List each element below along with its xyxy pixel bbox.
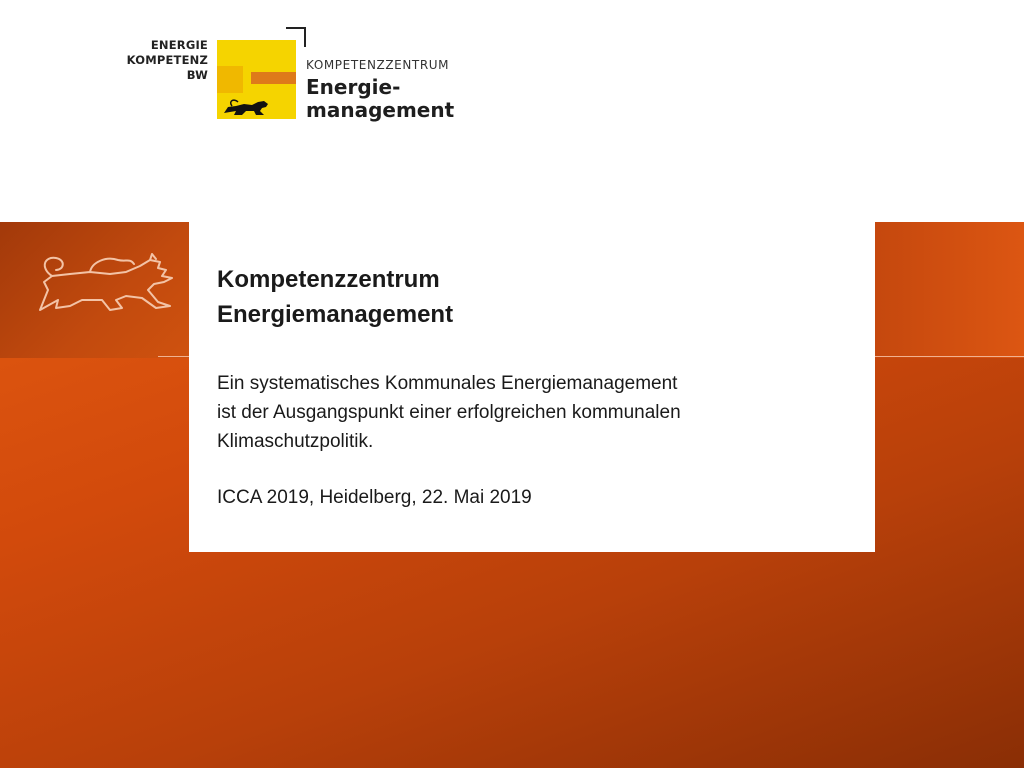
logo-orange-bar (251, 72, 296, 84)
logo-corner-bracket (286, 27, 306, 47)
content-card (189, 222, 875, 552)
logo-inner-square (217, 66, 243, 93)
kompetenzzentrum-label: KOMPETENZZENTRUM (306, 58, 450, 72)
divider-line-left (158, 356, 189, 357)
header (0, 0, 1024, 222)
description-line-3: Klimaschutzpolitik. (217, 431, 374, 452)
energie-kompetenz-bw-logo-text (120, 38, 208, 83)
slide-title (217, 262, 453, 332)
event-info: ICCA 2019, Heidelberg, 22. Mai 2019 (217, 487, 532, 508)
logo-title-line-1: Energie- (306, 75, 401, 99)
description-line-1: Ein systematisches Kommunales Energiemanagement (217, 373, 678, 394)
brand-line-2: KOMPETENZ (126, 53, 208, 67)
slide-title-line-2: Energiemanagement (217, 301, 454, 328)
logo-title-line-2: management (306, 98, 455, 122)
slide-description (217, 369, 837, 456)
slide-title-line-1: Kompetenzzentrum (217, 266, 440, 293)
brand-line-1: ENERGIE (150, 38, 208, 52)
baden-wuerttemberg-lion-icon (30, 250, 180, 320)
lion-emblem-icon (222, 97, 270, 117)
brand-line-3: BW (186, 68, 208, 82)
orange-panel-right (875, 222, 1024, 358)
description-line-2: ist der Ausgangspunkt einer erfolgreichen kommunalen (217, 402, 681, 423)
energiemanagement-logo-title (306, 76, 454, 122)
divider-line-right (875, 356, 1024, 357)
